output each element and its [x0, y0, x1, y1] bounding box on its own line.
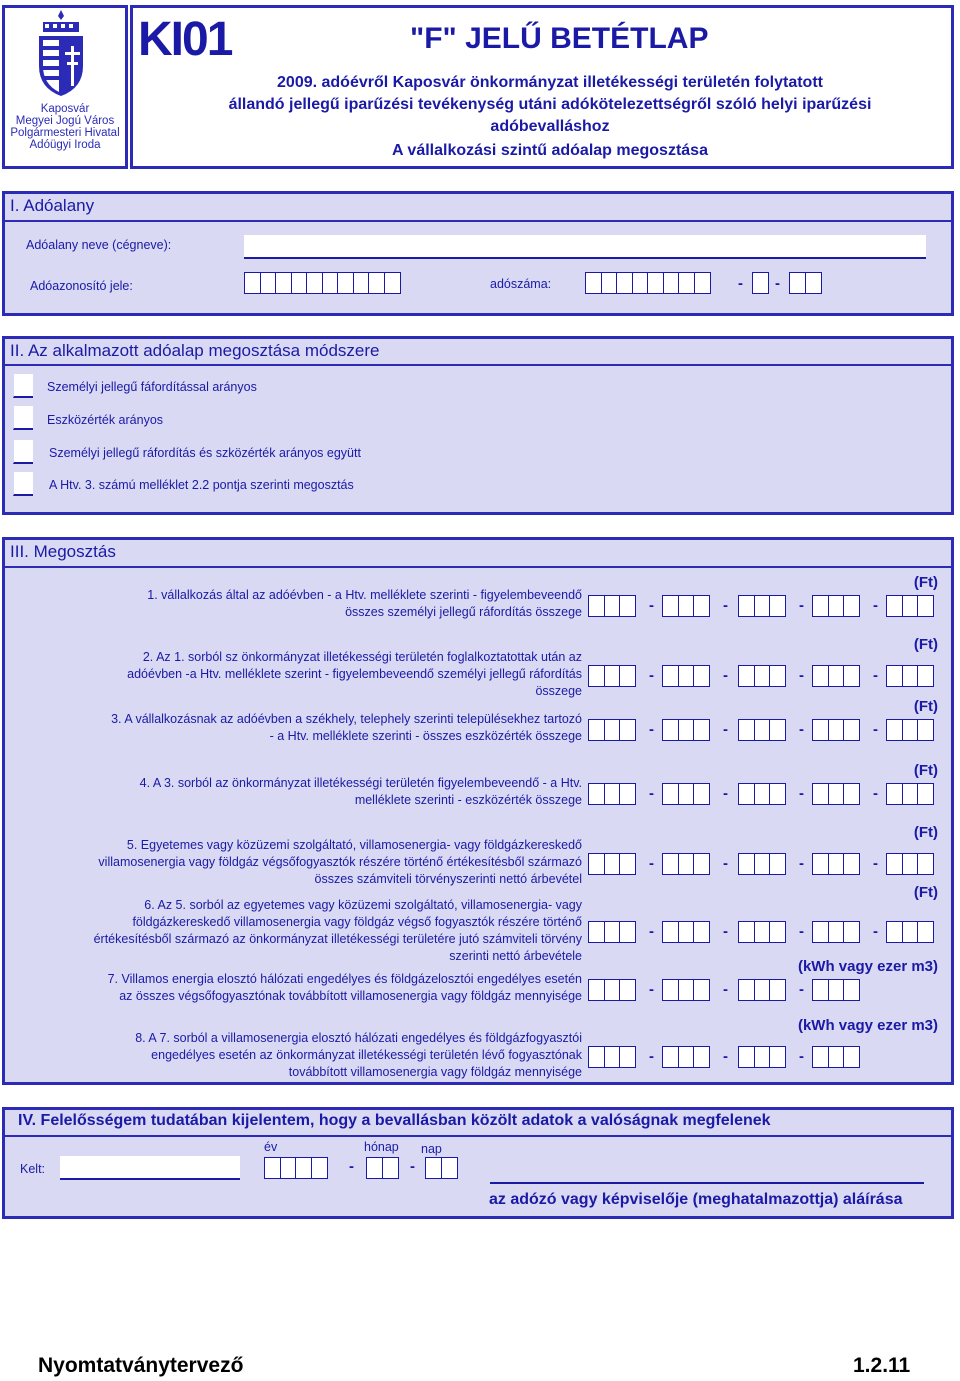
amount-digit-box[interactable]	[769, 783, 786, 805]
amount-digit-box[interactable]	[693, 783, 710, 805]
amount-digit-group[interactable]	[812, 853, 860, 875]
amount-digit-box[interactable]	[812, 783, 829, 805]
tax-number-digit-box[interactable]	[616, 272, 633, 294]
amount-digit-group[interactable]	[812, 595, 860, 617]
amount-digit-box[interactable]	[588, 921, 605, 943]
issuer-line: Kaposvár	[40, 103, 90, 115]
amount-digit-group[interactable]	[886, 783, 934, 805]
date-separator: -	[410, 1158, 415, 1175]
amount-digit-box[interactable]	[843, 921, 860, 943]
amount-digit-box[interactable]	[843, 595, 860, 617]
amount-digit-box[interactable]	[812, 921, 829, 943]
amount-digit-box[interactable]	[678, 595, 695, 617]
amount-digit-group[interactable]	[662, 853, 710, 875]
amount-digit-box[interactable]	[828, 1046, 845, 1068]
amount-digit-group[interactable]	[662, 719, 710, 741]
amount-digit-group[interactable]	[886, 853, 934, 875]
amount-digit-box[interactable]	[902, 595, 919, 617]
amount-separator: -	[723, 923, 728, 940]
month-digit-box[interactable]	[382, 1157, 399, 1179]
section-3-divider	[5, 566, 951, 568]
tax-number-field-2[interactable]	[752, 272, 769, 294]
tax-number-digit-box[interactable]	[585, 272, 602, 294]
method-option-label: Személyi jellegű fáfordítással arányos	[47, 380, 257, 394]
section-4-divider	[5, 1135, 951, 1137]
form-designer: Nyomtatványtervező	[38, 1354, 244, 1377]
amount-digit-box[interactable]	[902, 853, 919, 875]
amount-digit-box[interactable]	[843, 979, 860, 1001]
row-label-line: adóévben -a Htv. melléklete szerint - figyelembeveendő személyi jellegű ráfordítás	[127, 667, 582, 681]
amount-separator: -	[649, 721, 654, 738]
amount-digit-box[interactable]	[604, 595, 621, 617]
amount-digit-box[interactable]	[619, 1046, 636, 1068]
row-label-line: összege	[535, 684, 582, 698]
amount-digit-box[interactable]	[828, 719, 845, 741]
taxpayer-name-field[interactable]	[244, 235, 926, 259]
tax-number-separator: -	[738, 275, 743, 292]
amount-digit-group[interactable]	[738, 1046, 786, 1068]
row-unit: (Ft)	[913, 884, 938, 901]
amount-digit-box[interactable]	[604, 921, 621, 943]
amount-separator: -	[799, 855, 804, 872]
amount-digit-box[interactable]	[604, 853, 621, 875]
amount-digit-box[interactable]	[662, 853, 679, 875]
amount-digit-box[interactable]	[769, 1046, 786, 1068]
amount-digit-box[interactable]	[588, 595, 605, 617]
amount-separator: -	[649, 855, 654, 872]
subtitle-line: A vállalkozási szintű adóalap megosztása	[392, 142, 708, 159]
subtitle-line: állandó jellegű iparűzési tevékenység utáni adókötelezettségről szóló helyi iparűzési	[228, 96, 872, 113]
issuer-line: Megyei Jogú Város	[15, 115, 115, 127]
row-unit: (kWh vagy ezer m3)	[797, 1017, 938, 1034]
amount-digit-box[interactable]	[886, 853, 903, 875]
apportionment-row-label	[20, 775, 582, 809]
month-digit-box[interactable]	[366, 1157, 383, 1179]
day-digit-box[interactable]	[441, 1157, 458, 1179]
amount-digit-group[interactable]	[886, 665, 934, 687]
amount-digit-group[interactable]	[812, 719, 860, 741]
amount-digit-box[interactable]	[754, 783, 771, 805]
row-label-line: összes számviteli törvényszerinti nettó árbevétel	[314, 872, 582, 886]
amount-digit-group[interactable]	[886, 595, 934, 617]
tax-number-digit-box[interactable]	[678, 272, 695, 294]
amount-digit-box[interactable]	[619, 595, 636, 617]
amount-separator: -	[799, 721, 804, 738]
method-option-label: A Htv. 3. számú melléklet 2.2 pontja szerinti megosztás	[49, 478, 354, 492]
issuer-line: Adóügyi Iroda	[29, 139, 101, 151]
amount-separator: -	[873, 721, 878, 738]
amount-digit-group[interactable]	[738, 979, 786, 1001]
day-digit-box[interactable]	[425, 1157, 442, 1179]
taxpayer-name-label: Adóalany neve (cégneve):	[26, 238, 172, 252]
tax-id-digit-box[interactable]	[353, 272, 370, 294]
apportionment-row-label	[20, 971, 582, 1005]
amount-digit-box[interactable]	[843, 665, 860, 687]
amount-digit-box[interactable]	[812, 665, 829, 687]
amount-digit-box[interactable]	[812, 853, 829, 875]
amount-digit-group[interactable]	[662, 665, 710, 687]
amount-digit-group[interactable]	[812, 921, 860, 943]
amount-digit-box[interactable]	[693, 719, 710, 741]
amount-digit-box[interactable]	[662, 595, 679, 617]
amount-digit-box[interactable]	[588, 665, 605, 687]
signature-line[interactable]	[490, 1182, 924, 1184]
amount-digit-box[interactable]	[662, 783, 679, 805]
amount-digit-box[interactable]	[812, 1046, 829, 1068]
amount-separator: -	[799, 923, 804, 940]
amount-digit-group[interactable]	[662, 921, 710, 943]
row-unit: (Ft)	[913, 574, 938, 591]
amount-digit-box[interactable]	[604, 719, 621, 741]
section-1-title: I. Adóalany	[10, 196, 95, 215]
row-label-line: szerinti nettó árbevétele	[449, 949, 582, 963]
row-label-line: 2. Az 1. sorból sz önkormányzat illetékességi területén foglalkoztatottak után az	[142, 650, 582, 664]
amount-separator: -	[799, 981, 804, 998]
amount-separator: -	[799, 785, 804, 802]
month-label: hónap	[364, 1140, 399, 1154]
amount-digit-box[interactable]	[678, 1046, 695, 1068]
tax-id-field[interactable]	[244, 272, 401, 294]
year-digit-box[interactable]	[295, 1157, 312, 1179]
row-label-line: értékesítésből származó az önkormányzat illetékességi területére jutó számviteli törvény	[93, 932, 582, 946]
amount-digit-box[interactable]	[754, 595, 771, 617]
amount-separator: -	[649, 667, 654, 684]
amount-digit-group[interactable]	[812, 665, 860, 687]
amount-digit-box[interactable]	[588, 719, 605, 741]
signature-label: az adózó vagy képviselője (meghatalmazottja) aláírása	[489, 1191, 903, 1208]
tax-number-digit-box[interactable]	[805, 272, 822, 294]
amount-separator: -	[873, 923, 878, 940]
date-place-field[interactable]	[60, 1156, 240, 1180]
amount-digit-group[interactable]	[588, 1046, 636, 1068]
amount-digit-box[interactable]	[678, 853, 695, 875]
amount-digit-box[interactable]	[588, 1046, 605, 1068]
amount-digit-box[interactable]	[828, 595, 845, 617]
apportionment-row-label	[20, 897, 582, 965]
row-label-line: 4. A 3. sorból az önkormányzat illetékességi területén figyelembeveendő - a Htv.	[139, 776, 582, 790]
amount-digit-box[interactable]	[754, 719, 771, 741]
amount-digit-box[interactable]	[619, 783, 636, 805]
amount-digit-box[interactable]	[902, 921, 919, 943]
row-label-line: összes személyi jellegű ráfordítás összege	[345, 605, 582, 619]
tax-number-digit-box[interactable]	[663, 272, 680, 294]
section-3-title: III. Megosztás	[10, 542, 116, 561]
amount-separator: -	[649, 1048, 654, 1065]
amount-separator: -	[649, 923, 654, 940]
amount-digit-box[interactable]	[886, 665, 903, 687]
amount-digit-box[interactable]	[754, 979, 771, 1001]
amount-digit-box[interactable]	[662, 665, 679, 687]
date-place-label: Kelt:	[20, 1162, 46, 1176]
row-label-line: - a Htv. melléklete szerinti - összes eszközérték összege	[269, 729, 582, 743]
row-label-line: 3. A vállalkozásnak az adóévben a székhely, telephely szerinti településekhez tartozó	[111, 712, 582, 726]
amount-separator: -	[873, 855, 878, 872]
amount-digit-box[interactable]	[754, 921, 771, 943]
amount-digit-box[interactable]	[886, 595, 903, 617]
amount-digit-box[interactable]	[678, 979, 695, 1001]
amount-digit-box[interactable]	[843, 853, 860, 875]
amount-digit-box[interactable]	[828, 853, 845, 875]
amount-digit-box[interactable]	[843, 1046, 860, 1068]
subtitle-line: 2009. adóévről Kaposvár önkormányzat illetékességi területén folytatott	[277, 74, 823, 91]
tax-id-digit-box[interactable]	[368, 272, 385, 294]
amount-digit-box[interactable]	[886, 921, 903, 943]
row-unit: (Ft)	[913, 762, 938, 779]
amount-digit-box[interactable]	[678, 921, 695, 943]
amount-digit-box[interactable]	[693, 853, 710, 875]
tax-number-digit-box[interactable]	[789, 272, 806, 294]
amount-separator: -	[873, 785, 878, 802]
amount-separator: -	[799, 1048, 804, 1065]
year-field[interactable]	[264, 1157, 328, 1179]
amount-digit-group[interactable]	[738, 853, 786, 875]
amount-digit-box[interactable]	[843, 783, 860, 805]
tax-number-field[interactable]	[585, 272, 711, 294]
row-label-line: 5. Egyetemes vagy közüzemi szolgáltató, villamosenergia- vagy földgázkereskedő	[126, 838, 582, 852]
amount-digit-box[interactable]	[812, 595, 829, 617]
tax-id-digit-box[interactable]	[306, 272, 323, 294]
section-2-divider	[5, 364, 951, 366]
apportionment-row-label	[20, 587, 582, 621]
apportionment-row-label	[20, 649, 582, 700]
amount-digit-box[interactable]	[693, 979, 710, 1001]
tax-number-digit-box[interactable]	[601, 272, 618, 294]
declaration-text: IV. Felelősségem tudatában kijelentem, hogy a bevallásban közölt adatok a valóságnak megfelenek	[18, 1112, 771, 1129]
amount-digit-box[interactable]	[738, 595, 755, 617]
amount-digit-box[interactable]	[769, 853, 786, 875]
amount-digit-box[interactable]	[588, 853, 605, 875]
amount-digit-box[interactable]	[769, 979, 786, 1001]
row-unit: (Ft)	[913, 636, 938, 653]
row-label-line: melléklete szerinti - eszközérték összege	[354, 793, 582, 807]
amount-digit-box[interactable]	[693, 1046, 710, 1068]
issuer-line: Polgármesteri Hivatal	[10, 127, 120, 139]
amount-digit-box[interactable]	[828, 979, 845, 1001]
amount-digit-box[interactable]	[619, 921, 636, 943]
tax-id-digit-box[interactable]	[291, 272, 308, 294]
amount-digit-group[interactable]	[812, 783, 860, 805]
row-unit: (Ft)	[913, 698, 938, 715]
amount-separator: -	[649, 981, 654, 998]
amount-separator: -	[723, 785, 728, 802]
section-2-title: II. Az alkalmazott adóalap megosztása módszere	[10, 341, 380, 360]
amount-separator: -	[723, 1048, 728, 1065]
amount-digit-group[interactable]	[588, 719, 636, 741]
amount-digit-group[interactable]	[588, 979, 636, 1001]
amount-digit-box[interactable]	[769, 665, 786, 687]
method-checkbox[interactable]	[13, 472, 33, 496]
amount-digit-box[interactable]	[588, 979, 605, 1001]
amount-digit-group[interactable]	[662, 1046, 710, 1068]
apportionment-row-label	[20, 837, 582, 888]
amount-digit-group[interactable]	[812, 979, 860, 1001]
amount-digit-group[interactable]	[588, 595, 636, 617]
amount-digit-box[interactable]	[738, 853, 755, 875]
amount-digit-box[interactable]	[902, 783, 919, 805]
amount-separator: -	[723, 981, 728, 998]
tax-id-digit-box[interactable]	[322, 272, 339, 294]
amount-digit-box[interactable]	[754, 1046, 771, 1068]
row-label-line: engedélyes esetén az önkormányzat illetékességi területén lévő fogyasztónak	[151, 1048, 582, 1062]
row-label-line: földgázkereskedő villamosenergia vagy földgáz végső fogyasztók részére történő	[132, 915, 582, 929]
amount-digit-box[interactable]	[604, 1046, 621, 1068]
amount-separator: -	[649, 597, 654, 614]
amount-digit-box[interactable]	[812, 979, 829, 1001]
row-label-line: 1. vállalkozás által az adóévben - a Htv. melléklete szerinti - figyelembeveendő	[147, 588, 582, 602]
tax-id-digit-box[interactable]	[337, 272, 354, 294]
amount-digit-box[interactable]	[619, 979, 636, 1001]
amount-digit-box[interactable]	[769, 921, 786, 943]
amount-digit-box[interactable]	[738, 921, 755, 943]
date-separator: -	[349, 1158, 354, 1175]
amount-digit-box[interactable]	[902, 719, 919, 741]
amount-digit-box[interactable]	[678, 665, 695, 687]
row-unit: (Ft)	[913, 824, 938, 841]
amount-digit-box[interactable]	[917, 595, 934, 617]
amount-separator: -	[723, 667, 728, 684]
amount-digit-box[interactable]	[886, 719, 903, 741]
amount-digit-box[interactable]	[619, 853, 636, 875]
amount-separator: -	[723, 855, 728, 872]
tax-number-field-3[interactable]	[789, 272, 822, 294]
amount-digit-box[interactable]	[886, 783, 903, 805]
method-option-label: Személyi jellegű ráfordítás és szközérték arányos együtt	[49, 446, 361, 460]
apportionment-row-label	[20, 711, 582, 745]
amount-digit-box[interactable]	[588, 783, 605, 805]
amount-digit-box[interactable]	[828, 921, 845, 943]
amount-digit-box[interactable]	[662, 719, 679, 741]
month-field[interactable]	[366, 1157, 399, 1179]
amount-digit-box[interactable]	[738, 783, 755, 805]
form-code: KI01	[138, 13, 232, 66]
coat-of-arms-icon	[33, 8, 89, 100]
year-digit-box[interactable]	[264, 1157, 281, 1179]
amount-digit-box[interactable]	[917, 921, 934, 943]
amount-digit-box[interactable]	[812, 719, 829, 741]
amount-digit-box[interactable]	[769, 719, 786, 741]
amount-digit-box[interactable]	[917, 783, 934, 805]
amount-digit-group[interactable]	[886, 921, 934, 943]
amount-digit-group[interactable]	[738, 783, 786, 805]
amount-separator: -	[723, 597, 728, 614]
amount-digit-group[interactable]	[738, 719, 786, 741]
row-label-line: 6. Az 5. sorból az egyetemes vagy közüzemi szolgáltató, villamosenergia- vagy	[144, 898, 582, 912]
amount-digit-group[interactable]	[886, 719, 934, 741]
tax-number-separator: -	[775, 275, 780, 292]
row-label-line: 8. A 7. sorból a villamosenergia elosztó hálózati engedélyes és földgázfogyasztói	[135, 1031, 582, 1045]
amount-digit-box[interactable]	[828, 783, 845, 805]
amount-separator: -	[873, 667, 878, 684]
amount-digit-box[interactable]	[693, 665, 710, 687]
row-label-line: 7. Villamos energia elosztó hálózati engedélyes és földgázelosztói engedélyes esetén	[107, 972, 582, 986]
amount-digit-box[interactable]	[754, 853, 771, 875]
amount-digit-box[interactable]	[693, 921, 710, 943]
method-option-label: Eszközérték arányos	[47, 413, 164, 427]
tax-id-digit-box[interactable]	[260, 272, 277, 294]
amount-separator: -	[873, 597, 878, 614]
amount-digit-box[interactable]	[604, 783, 621, 805]
amount-digit-box[interactable]	[738, 665, 755, 687]
year-digit-box[interactable]	[311, 1157, 328, 1179]
amount-digit-group[interactable]	[738, 921, 786, 943]
amount-digit-box[interactable]	[769, 595, 786, 617]
tax-id-digit-box[interactable]	[244, 272, 261, 294]
row-label-line: villamosenergia vagy földgáz végsőfogyasztók részére történő értékesítésből származó	[98, 855, 582, 869]
amount-digit-box[interactable]	[738, 1046, 755, 1068]
amount-digit-box[interactable]	[828, 665, 845, 687]
amount-digit-box[interactable]	[662, 1046, 679, 1068]
amount-digit-box[interactable]	[843, 719, 860, 741]
amount-digit-box[interactable]	[917, 853, 934, 875]
tax-number-digit-box[interactable]	[647, 272, 664, 294]
row-label-line: továbbított villamosenergia vagy földgáz mennyisége	[288, 1065, 582, 1079]
tax-number-label: adószáma:	[490, 277, 552, 291]
amount-separator: -	[723, 721, 728, 738]
amount-digit-box[interactable]	[678, 783, 695, 805]
amount-digit-group[interactable]	[738, 665, 786, 687]
method-checkbox[interactable]	[13, 406, 33, 430]
tax-id-label: Adóazonosító jele:	[30, 279, 133, 293]
tax-number-digit-box[interactable]	[632, 272, 649, 294]
amount-digit-group[interactable]	[588, 783, 636, 805]
method-checkbox[interactable]	[13, 374, 33, 398]
amount-digit-box[interactable]	[693, 595, 710, 617]
day-field[interactable]	[425, 1157, 458, 1179]
amount-digit-group[interactable]	[588, 665, 636, 687]
amount-digit-box[interactable]	[619, 665, 636, 687]
year-digit-box[interactable]	[280, 1157, 297, 1179]
amount-digit-box[interactable]	[917, 719, 934, 741]
amount-separator: -	[799, 667, 804, 684]
amount-digit-group[interactable]	[812, 1046, 860, 1068]
amount-digit-box[interactable]	[662, 979, 679, 1001]
form-title: "F" JELŰ BETÉTLAP	[410, 22, 709, 55]
tax-number-digit-box[interactable]	[694, 272, 711, 294]
apportionment-row-label	[20, 1030, 582, 1081]
amount-digit-box[interactable]	[917, 665, 934, 687]
amount-separator: -	[799, 597, 804, 614]
amount-digit-box[interactable]	[678, 719, 695, 741]
subtitle-line: adóbevalláshoz	[490, 118, 610, 135]
method-checkbox[interactable]	[13, 440, 33, 464]
amount-digit-box[interactable]	[604, 979, 621, 1001]
amount-digit-box[interactable]	[604, 665, 621, 687]
amount-digit-group[interactable]	[588, 921, 636, 943]
section-1-divider	[5, 220, 951, 222]
year-label: év	[264, 1140, 278, 1154]
amount-digit-box[interactable]	[754, 665, 771, 687]
amount-digit-box[interactable]	[738, 719, 755, 741]
tax-id-digit-box[interactable]	[275, 272, 292, 294]
amount-digit-box[interactable]	[738, 979, 755, 1001]
amount-separator: -	[649, 785, 654, 802]
amount-digit-group[interactable]	[738, 595, 786, 617]
row-label-line: az összes végsőfogyasztónak továbbított villamosenergia vagy földgáz mennyisége	[119, 989, 582, 1003]
form-version: 1.2.11	[853, 1354, 911, 1377]
amount-digit-group[interactable]	[662, 595, 710, 617]
tax-number-digit-box[interactable]	[752, 272, 769, 294]
amount-digit-box[interactable]	[662, 921, 679, 943]
amount-digit-box[interactable]	[902, 665, 919, 687]
amount-digit-group[interactable]	[662, 979, 710, 1001]
amount-digit-box[interactable]	[619, 719, 636, 741]
amount-digit-group[interactable]	[662, 783, 710, 805]
tax-id-digit-box[interactable]	[384, 272, 401, 294]
row-unit: (kWh vagy ezer m3)	[797, 958, 938, 975]
amount-digit-group[interactable]	[588, 853, 636, 875]
day-label: nap	[421, 1142, 442, 1156]
